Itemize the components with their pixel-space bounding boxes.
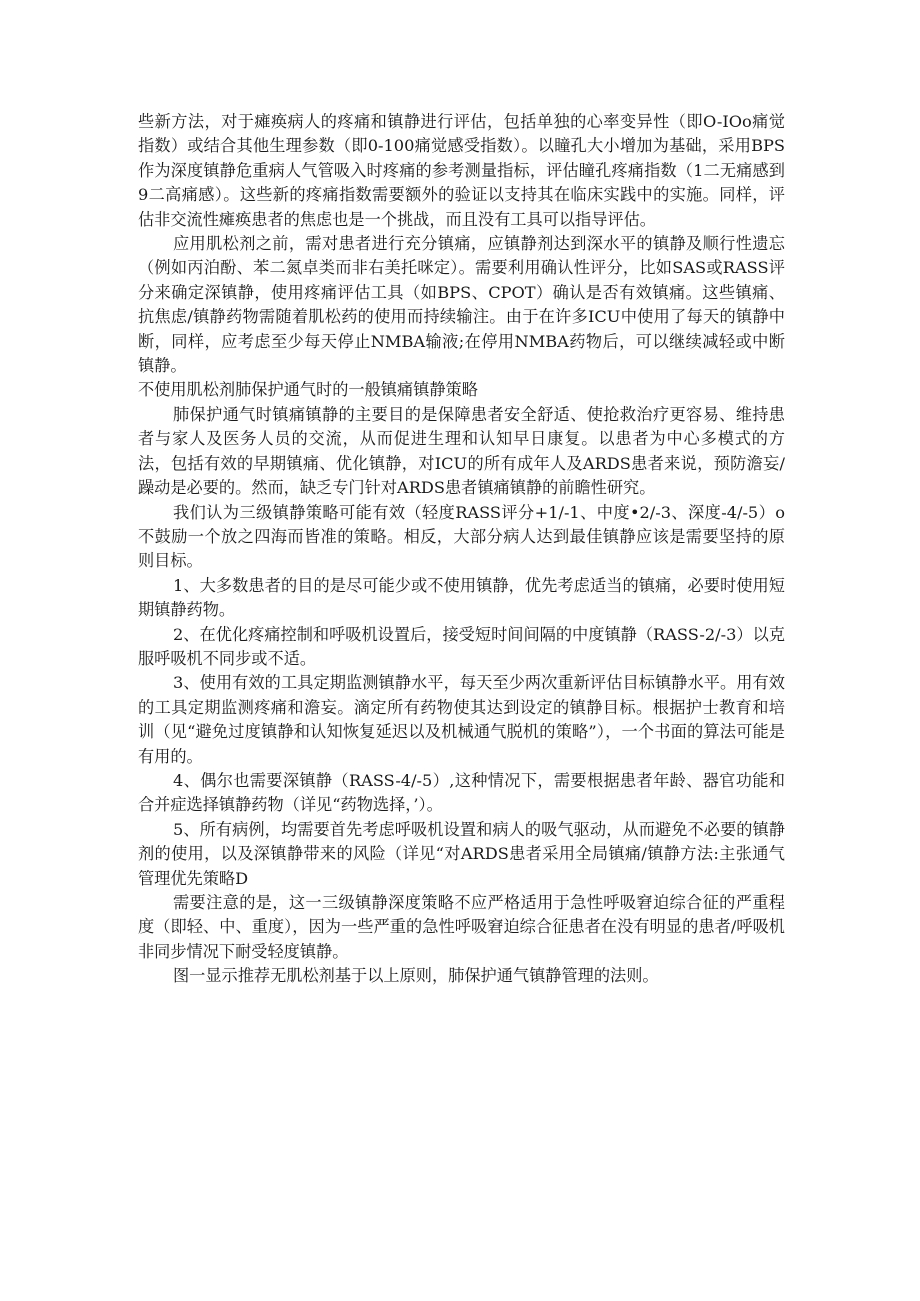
section-heading: 不使用肌松剂肺保护通气时的一般镇痛镇静策略 (138, 380, 478, 400)
paragraph-goals: 肺保护通气时镇痛镇静的主要目的是保障患者安全舒适、使抢救治疗更容易、维持患者与家人及医务人员的交流，从而促进生理和认知早日康复。以患者为中心多模式的方法，包括有效的早期镇痛、优化镇静，对ICU的所有成年人及ARDS患者来说，预防澹妄/躁动是必要的。然而，缺乏专门针对ARDS患者镇痛镇静的前瞻性研究。 (138, 404, 785, 498)
paragraph-continuation: 些新方法，对于瘫痪病人的疼痛和镇静进行评估，包括单独的心率变异性（即O-IOo痛觉指数）或结合其他生理参数（即0-100痛觉感受指数）。以瞳孔大小增加为基础，采用BPS作为深度镇静危重病人气管吸入时疼痛的参考测量指标，评估瞳孔疼痛指数（1二无痛感到9二高痛感）。这些新的疼痛指数需要额外的验证以支持其在临床实践中的实施。同样，评估非交流性瘫痪患者的焦虑也是一个挑战，而且没有工具可以指导评估。 (138, 112, 785, 229)
list-item-2: 2、在优化疼痛控制和呼吸机设置后，接受短时间间隔的中度镇静（RASS-2/-3）以克服呼吸机不同步或不适。 (138, 624, 785, 668)
paragraph-three-level-strategy: 我们认为三级镇静策略可能有效（轻度RASS评分+1/-1、中度•2/-3、深度-4/-5）o不鼓励一个放之四海而皆准的策略。相反，大部分病人达到最佳镇静应该是需要坚持的原则目标。 (138, 502, 785, 571)
list-item-5: 5、所有病例，均需要首先考虑呼吸机设置和病人的吸气驱动，从而避免不必要的镇静剂的使用，以及深镇静带来的风险（详见“对ARDS患者采用全局镇痛/镇静方法:主张通气管理优先策略D (138, 819, 785, 888)
list-item-3: 3、使用有效的工具定期监测镇静水平，每天至少两次重新评估目标镇静水平。用有效的工具定期监测疼痛和澹妄。滴定所有药物使其达到设定的镇静目标。根据护士教育和培训（见“避免过度镇静和认知恢复延迟以及机械通气脱机的策略”），一个书面的算法可能是有用的。 (138, 673, 785, 766)
list-item-1: 1、大多数患者的目的是尽可能少或不使用镇静，优先考虑适当的镇痛，必要时使用短期镇静药物。 (138, 575, 785, 620)
paragraph-muscle-relaxant: 应用肌松剂之前，需对患者进行充分镇痛，应镇静剂达到深水平的镇静及顺行性遗忘（例如丙泊酚、苯二氮卓类而非右美托咪定）。需要利用确认性评分，比如SAS或RASS评分来确定深镇静，使用疼痛评估工具（如BPS、CPOT）确认是否有效镇痛。这些镇痛、抗焦虑/镇静药物需随着肌松药的使用而持续输注。由于在许多ICU中使用了每天的镇静中断，同样，应考虑至少每天停止NMBA输液;在停用NMBA药物后，可以继续减轻或中断镇静。 (138, 234, 785, 376)
list-item-4: 4、偶尔也需要深镇静（RASS-4/-5）,这种情况下，需要根据患者年龄、器官功能和合并症选择镇静药物（详见“药物选择，’）。 (138, 770, 785, 815)
paragraph-note: 需要注意的是，这一三级镇静深度策略不应严格适用于急性呼吸窘迫综合征的严重程度（即轻、中、重度），因为一些严重的急性呼吸窘迫综合征患者在没有明显的患者/呼吸机非同步情况下耐受轻度镇静。 (138, 893, 785, 961)
paragraph-figure-reference: 图一显示推荐无肌松剂基于以上原则，肺保护通气镇静管理的法则。 (173, 966, 659, 986)
document-body (138, 110, 785, 989)
